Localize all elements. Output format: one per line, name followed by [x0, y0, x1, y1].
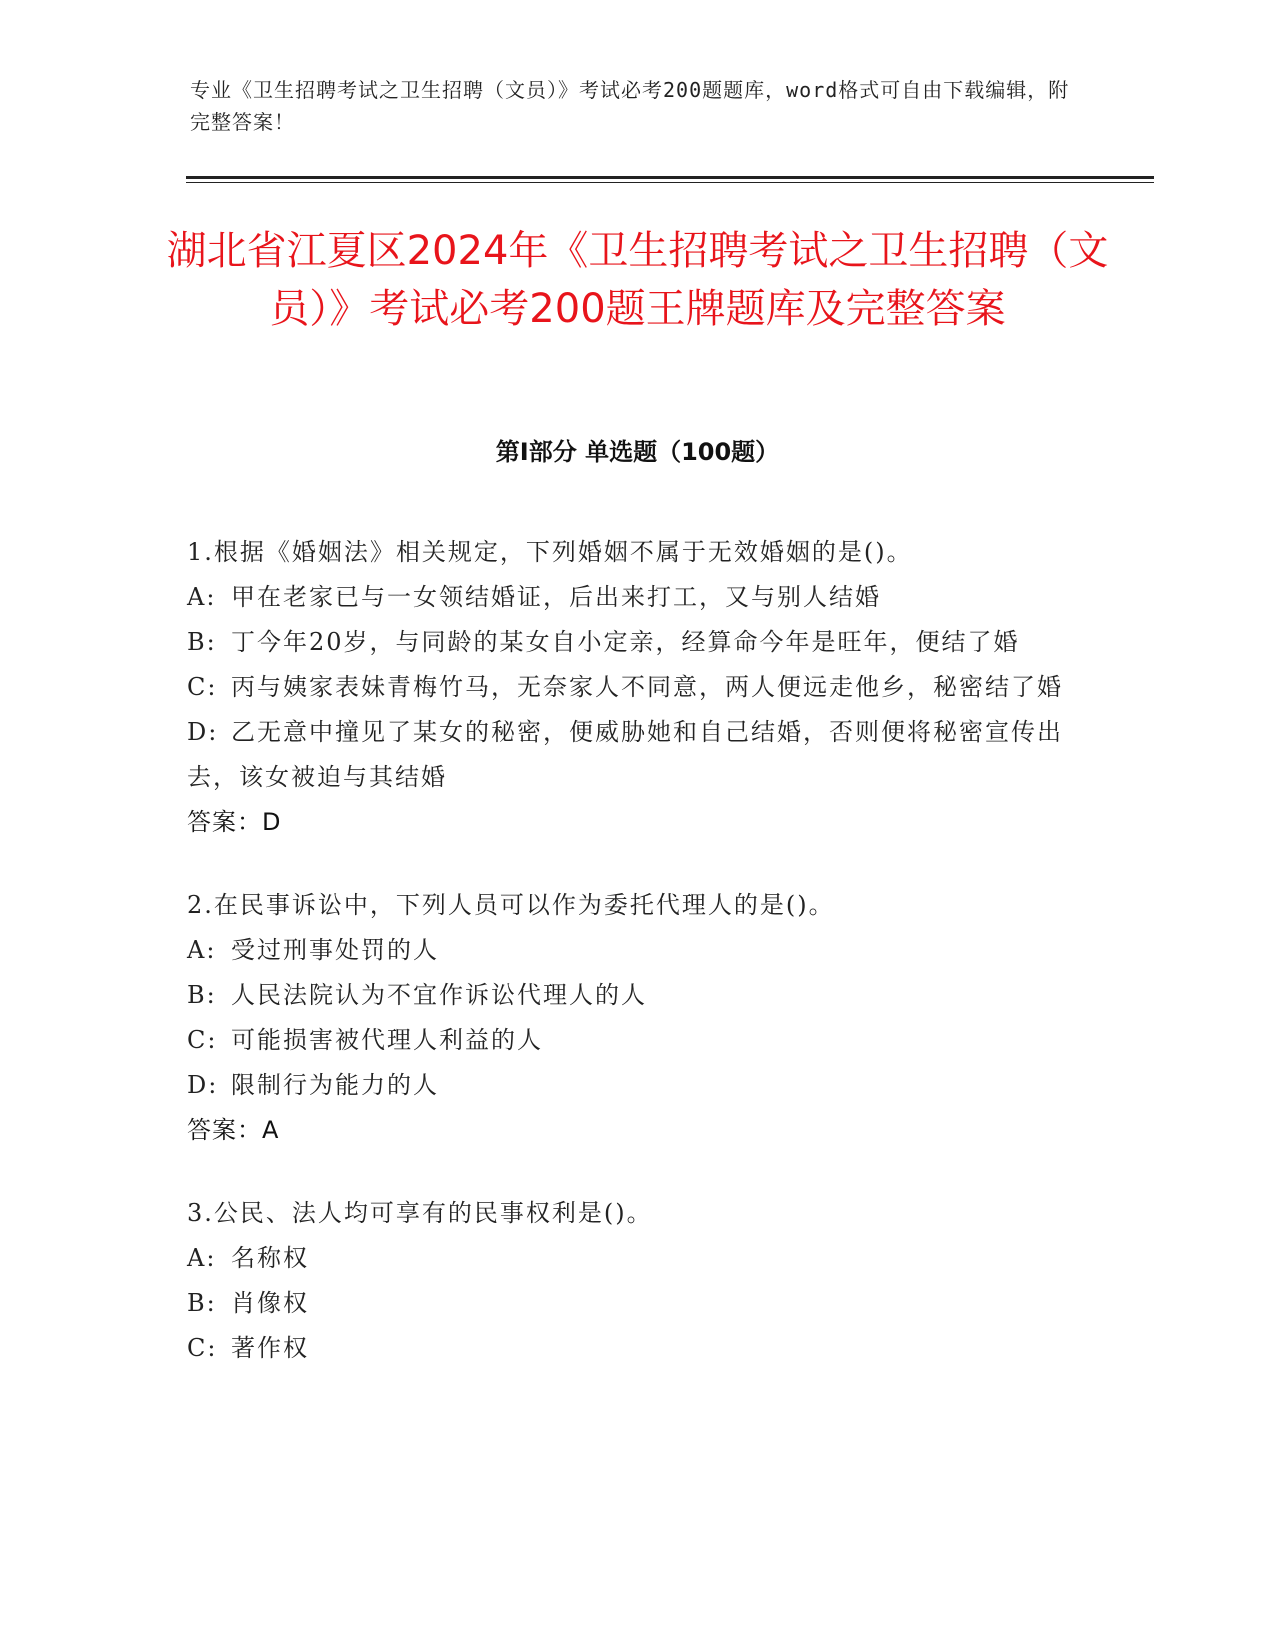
section-title: 第I部分 单选题（100题）	[495, 438, 780, 466]
question-stem: 1.根据《婚姻法》相关规定，下列婚姻不属于无效婚姻的是()。	[187, 538, 913, 566]
option-c	[187, 665, 1067, 710]
option-text: 乙无意中撞见了某女的秘密，便威胁她和自己结婚，否则便将秘密宣传出去，该女被迫与其结婚	[187, 718, 1063, 791]
option-text: 著作权	[231, 1334, 309, 1362]
option-b	[187, 973, 1067, 1018]
header-note: 专业《卫生招聘考试之卫生招聘（文员）》考试必考200题题库，word格式可自由下载编辑，附完整答案！	[190, 78, 1070, 134]
option-a	[187, 928, 1067, 973]
option-b	[187, 620, 1067, 665]
option-label: D:	[187, 1071, 219, 1099]
option-text: 可能损害被代理人利益的人	[231, 1026, 543, 1054]
option-label: D:	[187, 718, 219, 746]
option-text: 受过刑事处罚的人	[231, 936, 439, 964]
option-c	[187, 1018, 1067, 1063]
question-item	[187, 883, 1067, 1153]
option-label: B:	[187, 1289, 217, 1317]
option-label: A:	[187, 936, 217, 964]
question-stem: 3.公民、法人均可享有的民事权利是()。	[187, 1199, 653, 1227]
option-label: C:	[187, 1026, 218, 1054]
question-list	[187, 530, 1067, 1409]
option-label: B:	[187, 628, 217, 656]
document-title: 湖北省江夏区2024年《卫生招聘考试之卫生招聘（文员）》考试必考200题王牌题库及完整答案	[166, 228, 1109, 332]
header-divider-thin	[186, 182, 1154, 183]
option-text: 名称权	[231, 1244, 309, 1272]
option-text: 甲在老家已与一女领结婚证，后出来打工，又与别人结婚	[231, 583, 881, 611]
option-label: C:	[187, 1334, 218, 1362]
question-item	[187, 1191, 1067, 1371]
option-d	[187, 710, 1067, 800]
answer-line: 答案：A	[187, 1116, 280, 1144]
option-a	[187, 575, 1067, 620]
option-text: 丁今年20岁，与同龄的某女自小定亲，经算命今年是旺年，便结了婚	[231, 628, 1020, 656]
option-d	[187, 1063, 1067, 1108]
option-label: A:	[187, 583, 217, 611]
header-divider-thick	[186, 176, 1154, 179]
question-item	[187, 530, 1067, 845]
option-label: C:	[187, 673, 218, 701]
option-c	[187, 1326, 1067, 1371]
option-text: 人民法院认为不宜作诉讼代理人的人	[231, 981, 647, 1009]
option-text: 限制行为能力的人	[231, 1071, 439, 1099]
question-stem: 2.在民事诉讼中，下列人员可以作为委托代理人的是()。	[187, 891, 835, 919]
option-text: 肖像权	[231, 1289, 309, 1317]
option-b	[187, 1281, 1067, 1326]
option-text: 丙与姨家表妹青梅竹马，无奈家人不同意，两人便远走他乡，秘密结了婚	[231, 673, 1063, 701]
option-label: A:	[187, 1244, 217, 1272]
option-a	[187, 1236, 1067, 1281]
answer-line: 答案：D	[187, 808, 282, 836]
option-label: B:	[187, 981, 217, 1009]
